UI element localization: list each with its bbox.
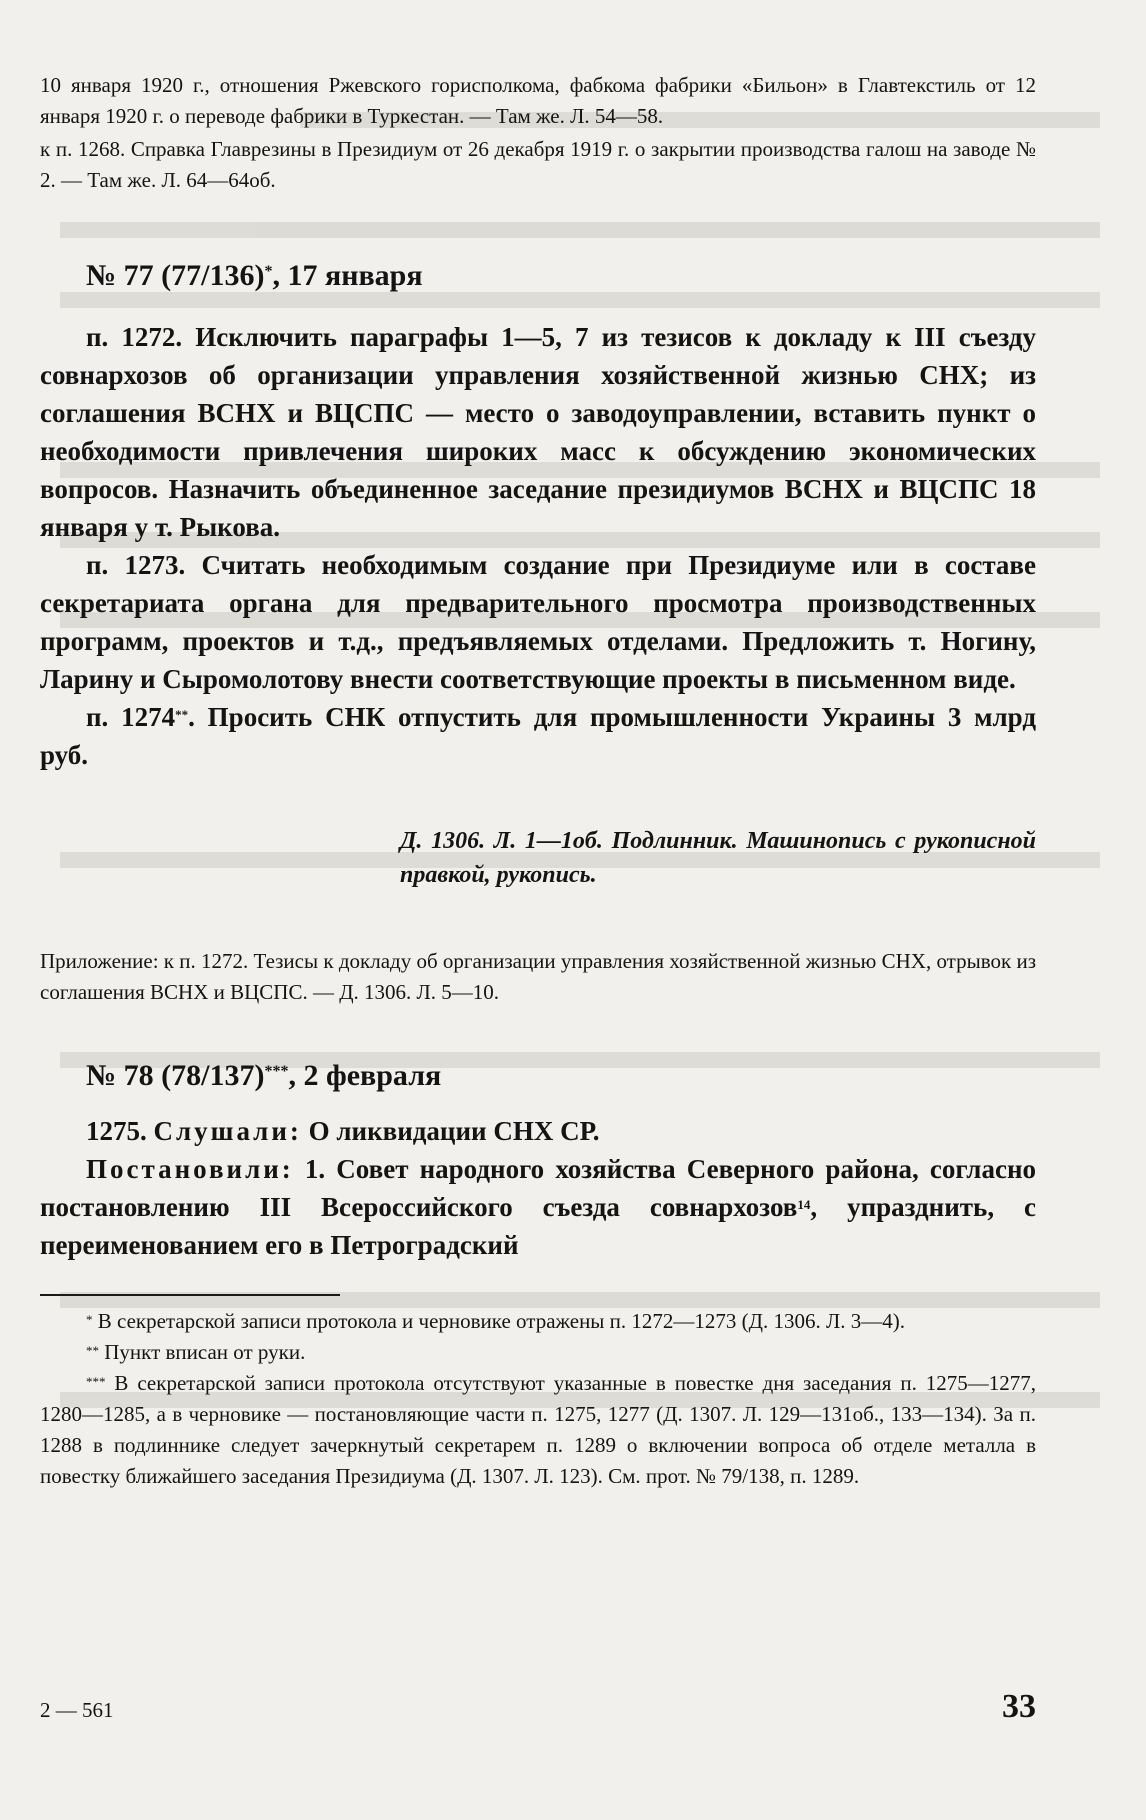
signature-code: 2 — 561 (40, 1698, 114, 1722)
document-page (40, 70, 1036, 1492)
appendix-text: Приложение: к п. 1272. Тезисы к докладу об организации управления хозяйственной жизнью СНХ, отрывок из соглашения ВСНХ и ВЦСПС. — Д. 1306. Л. 5—10. (40, 949, 1036, 1004)
page-number: 33 (1002, 1688, 1036, 1725)
protocol-78-body (40, 1112, 1036, 1264)
archive-source-note: Д. 1306. Л. 1—1об. Подлинник. Машинопись с рукописной правкой, рукопись. (400, 828, 1036, 888)
intro-line: 10 января 1920 г., отношения Ржевского горисполкома, фабкома фабрики «Бильон» в Главтекстиль от 12 января 1920 г. о переводе фабрики в Туркестан. — Там же. Л. 54—58. (40, 73, 1036, 128)
intro-line: к п. 1268. Справка Главрезины в Президиум от 26 декабря 1919 г. о закрытии производства галош на заводе № 2. — Там же. Л. 64—64об. (40, 137, 1036, 192)
protocol-77-items (40, 318, 1036, 774)
item-1273: п. 1273. Считать необходимым создание при Президиуме или в составе секретариата органа для предварительного просмотра производственных программ, проектов и т.д., предъявляемых отделами. Предложить т. Ногину, Ларину и Сыромолотову внести соответствующие проекты в письменном виде. (40, 550, 1036, 694)
item-1274: п. 1274**. Просить СНК отпустить для промышленности Украины 3 млрд руб. (40, 702, 1036, 770)
heading-footnote-mark: *** (264, 1063, 289, 1080)
footnote-3: *** В секретарской записи протокола отсутствуют указанные в повестке дня заседания п. 1275—1277, 1280—1285, а в черновике — постановляющие части п. 1275, 1277 (Д. 1307. Л. 129—131об., 133—134). За п. 1288 в подлиннике следует зачеркнутый секретарем п. 1289 о включении вопроса об отделе металла в повестку ближайшего заседания Президиума (Д. 1307. Л. 123). См. прот. № 79/138, п. 1289. (40, 1371, 1036, 1488)
intro-block (40, 70, 1036, 196)
footnote-1: * В секретарской записи протокола и черновике отражены п. 1272—1273 (Д. 1306. Л. 3—4). (86, 1309, 905, 1333)
item-1272: п. 1272. Исключить параграфы 1—5, 7 из тезисов к докладу к III съезду совнархозов об организации управления хозяйственной жизнью СНХ; из соглашения ВСНХ и ВЦСПС — место о заводоуправлении, вставить пункт о необходимости привлечения широких масс к обсуждению экономических вопросов. Назначить объединенное заседание президиумов ВСНХ и ВЦСПС 18 января у т. Рыкова. (40, 322, 1036, 542)
resolved-item: Постановили: 1. Совет народного хозяйства Северного района, согласно постановлению III Всероссийского съезда совнархозов$^{14}$, упразднить, с переименованием его в Петроградский (40, 1154, 1036, 1260)
page-footer (40, 1688, 1036, 1738)
protocol-77-heading: № 77 (77/136)*, 17 января (86, 259, 423, 292)
heard-item: 1275. Слушали: О ликвидации СНХ СР. (86, 1116, 600, 1146)
footnote-2: ** Пункт вписан от руки. (86, 1340, 306, 1364)
protocol-78-heading: № 78 (78/137)***, 2 февраля (86, 1059, 442, 1092)
footnotes (40, 1306, 1036, 1492)
appendix-block (40, 946, 1036, 1008)
heading-footnote-mark: * (264, 263, 273, 280)
